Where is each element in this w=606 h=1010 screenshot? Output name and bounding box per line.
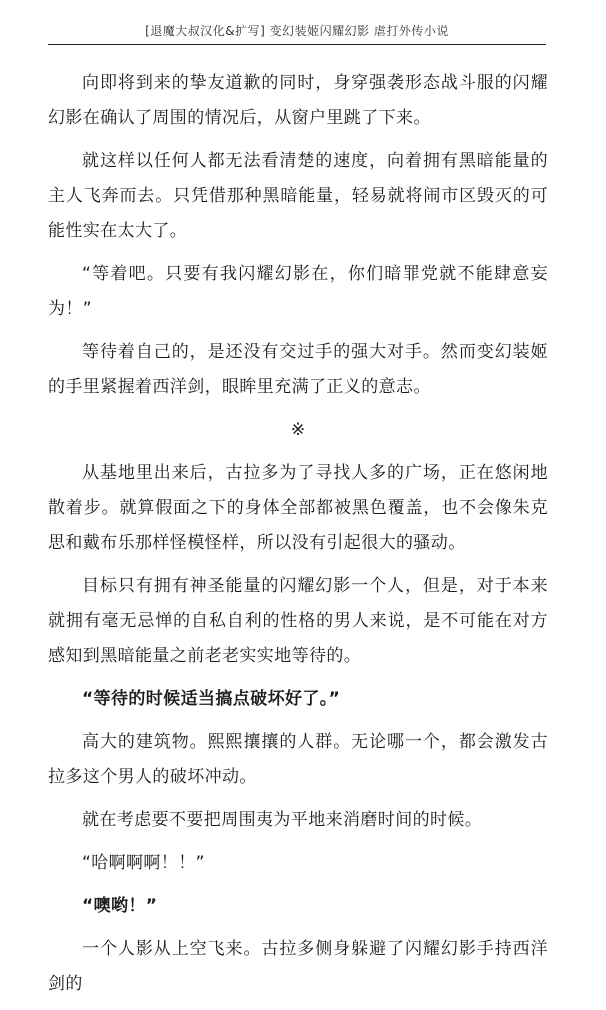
scene-separator: ※ — [290, 420, 306, 440]
paragraph-5: 目标只有拥有神圣能量的闪耀幻影一个人，但是，对于本来就拥有毫无忌惮的自私自利的性格的男人来说，是不可能在对方感知到黑暗能量之前老老实实地等待的。 — [48, 576, 548, 666]
document-body — [48, 66, 548, 1010]
dialogue-2: “等待的时候适当搞点破坏好了。” — [82, 689, 341, 709]
dialogue-3: “哈啊啊啊！！” — [82, 853, 205, 873]
dialogue-4: “噢哟！” — [82, 896, 158, 916]
dialogue-1: “等着吧。只要有我闪耀幻影在，你们暗罪党就不能肆意妄为！” — [48, 264, 548, 319]
paragraph-1: 向即将到来的挚友道歉的同时，身穿强袭形态战斗服的闪耀幻影在确认了周围的情况后，从窗户里跳了下来。 — [48, 73, 548, 128]
paragraph-6: 高大的建筑物。熙熙攘攘的人群。无论哪一个，都会激发古拉多这个男人的破坏冲动。 — [48, 732, 548, 787]
paragraph-8: 一个人影从上空飞来。古拉多侧身躲避了闪耀幻影手持西洋剑的 — [48, 939, 548, 994]
page-header: [退魔大叔汉化&扩写] 变幻装姬闪耀幻影 虐打外传小说 — [48, 20, 546, 45]
paragraph-4: 从基地里出来后，古拉多为了寻找人多的广场，正在悠闲地散着步。就算假面之下的身体全部都被黑色覆盖，也不会像朱克思和戴布乐那样怪模怪样，所以没有引起很大的骚动。 — [48, 463, 548, 553]
paragraph-2: 就这样以任何人都无法看清楚的速度，向着拥有黑暗能量的主人飞奔而去。只凭借那种黑暗能量，轻易就将闹市区毁灭的可能性实在太大了。 — [48, 151, 548, 241]
paragraph-7: 就在考虑要不要把周围夷为平地来消磨时间的时候。 — [82, 810, 483, 830]
paragraph-3: 等待着自己的，是还没有交过手的强大对手。然而变幻装姬的手里紧握着西洋剑，眼眸里充满了正义的意志。 — [48, 342, 548, 397]
